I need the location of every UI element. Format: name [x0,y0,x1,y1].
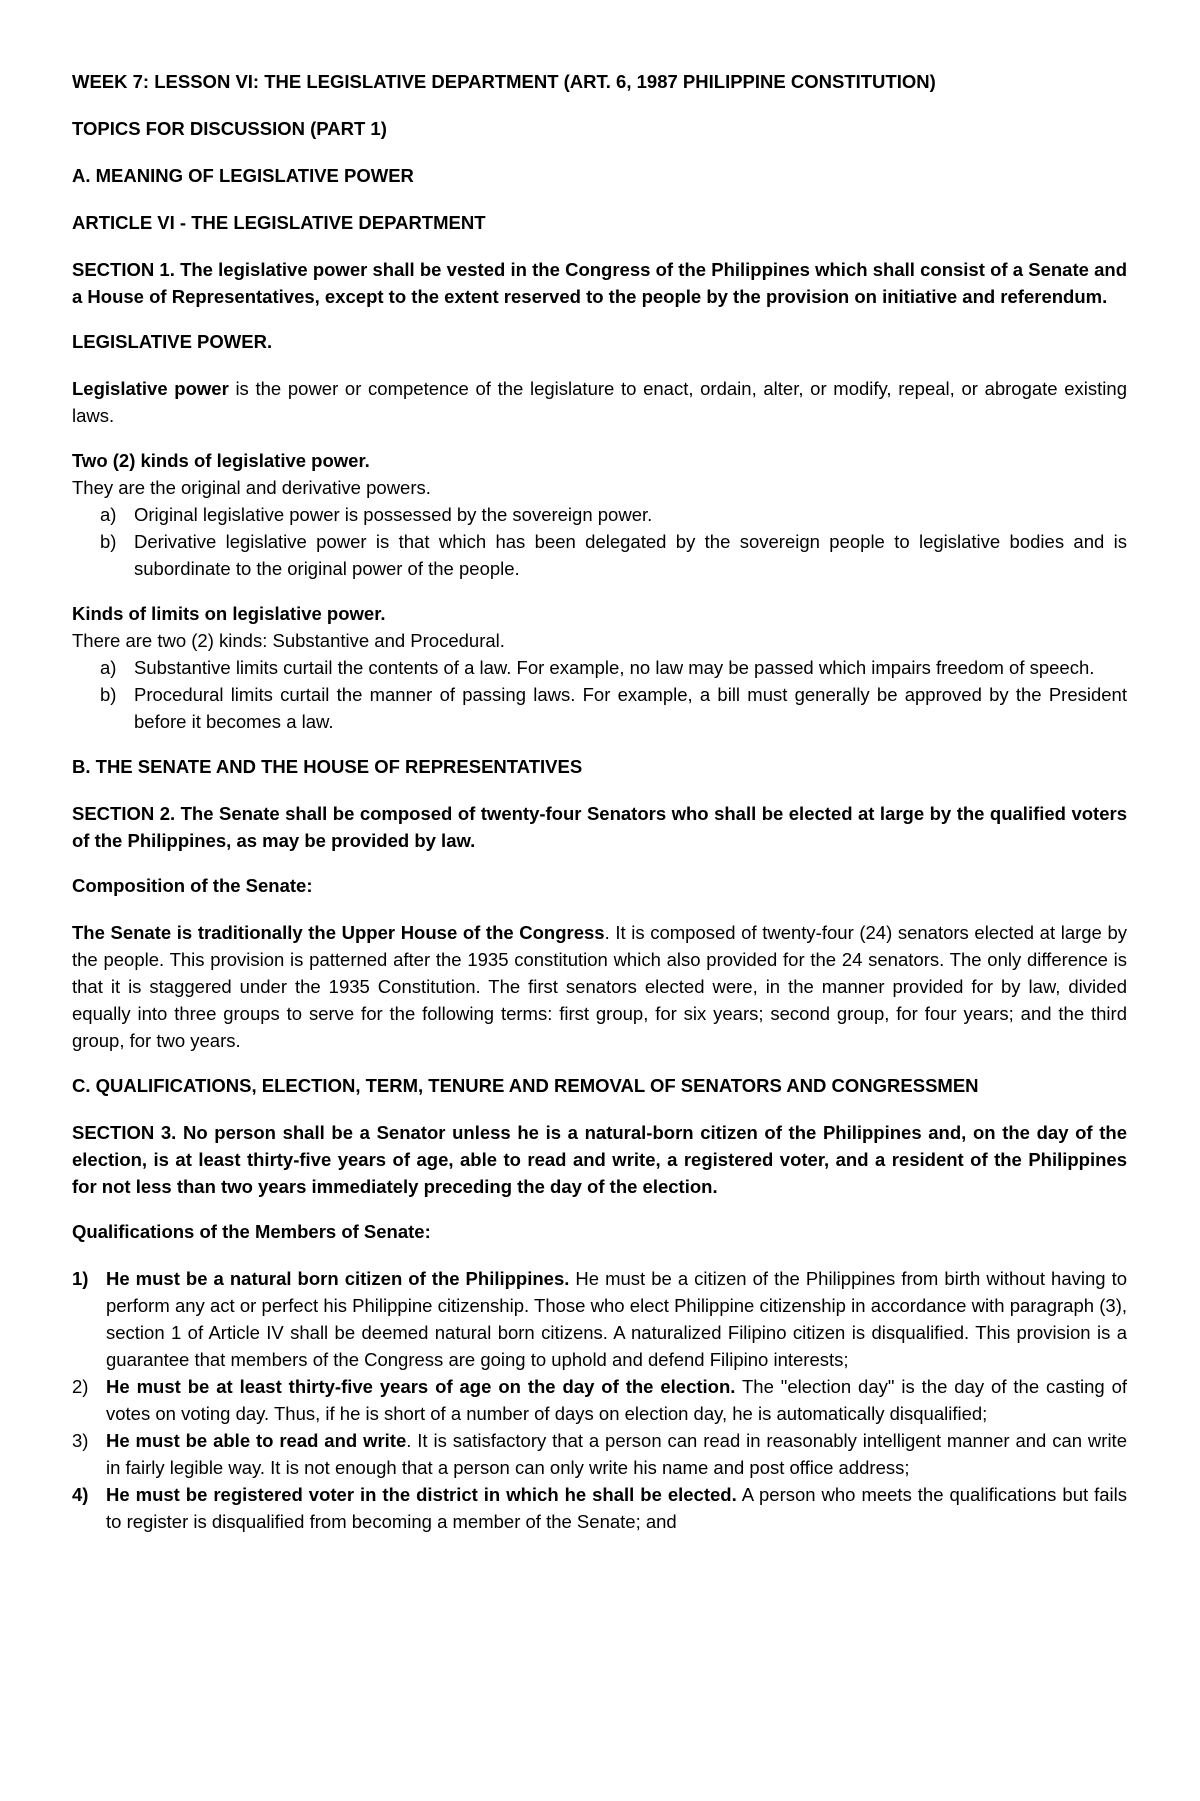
list-item [72,654,1127,681]
senate-lead: The Senate is traditionally the Upper House of the Congress [72,922,605,943]
limits-block [72,600,1127,735]
limits-heading: Kinds of limits on legislative power. [72,603,386,624]
page-title: WEEK 7: LESSON VI: THE LEGISLATIVE DEPARTMENT (ART. 6, 1987 PHILIPPINE CONSTITUTION) [72,71,936,92]
senate-paragraph [72,919,1127,1054]
qualification-text: A person who meets the qualifications but fails to register is disqualified from becoming a member of the Senate; and [106,1484,1127,1532]
list-item-text: Derivative legislative power is that which has been delegated by the sovereign people to legislative bodies and is subordinate to the original power of the people. [134,531,1127,579]
two-kinds-intro: They are the original and derivative powers. [72,477,431,498]
section-3-text: SECTION 3. No person shall be a Senator unless he is a natural-born citizen of the Philippines and, on the day of the election, is at least thirty-five years of age, able to read and write, a registered voter, and a resident of the Philippines for not less than two years immediately preceding the day of the election. [72,1122,1127,1197]
qualification-lead: He must be at least thirty-five years of age on the day of the election. [106,1376,736,1397]
qualifications-heading: Qualifications of the Members of Senate: [72,1221,431,1242]
composition-heading: Composition of the Senate: [72,875,313,896]
list-marker: 4) [72,1484,89,1505]
qualification-text: . It is satisfactory that a person can read in reasonably intelligent manner and can write in fairly legible way. It is not enough that a person can only write his name and post office address; [106,1430,1127,1478]
heading-c: C. QUALIFICATIONS, ELECTION, TERM, TENURE AND REMOVAL OF SENATORS AND CONGRESSMEN [72,1075,979,1096]
list-item [72,1265,1127,1373]
list-marker: 3) [72,1430,89,1451]
list-marker: b) [100,531,117,552]
two-kinds-heading: Two (2) kinds of legislative power. [72,450,370,471]
definition-term: Legislative power [72,378,229,399]
qualification-text: He must be a citizen of the Philippines from birth without having to perform any act or perfect his Philippine citizenship. Those who elect Philippine citizenship in accordance with paragraph (3), section 1 of Article IV shall be deemed natural born citizens. A naturalized Filipino citizen is disqualified. This provision is a guarantee that members of the Congress are going to uphold and defend Filipino interests; [106,1268,1127,1370]
heading-a: A. MEANING OF LEGISLATIVE POWER [72,165,414,186]
list-item [72,1481,1127,1535]
qualification-lead: He must be registered voter in the district in which he shall be elected. [106,1484,737,1505]
qualification-text: The "election day" is the day of the casting of votes on voting day. Thus, if he is short of a number of days on election day, he is automatically disqualified; [106,1376,1127,1424]
article-title: ARTICLE VI - THE LEGISLATIVE DEPARTMENT [72,212,486,233]
list-item-text: Substantive limits curtail the contents of a law. For example, no law may be passed which impairs freedom of speech. [134,657,1095,678]
heading-b: B. THE SENATE AND THE HOUSE OF REPRESENTATIVES [72,756,583,777]
list-item [72,501,1127,528]
list-marker: a) [100,504,117,525]
qualifications-list [72,1265,1127,1535]
definition-text: is the power or competence of the legislature to enact, ordain, alter, or modify, repeal, or abrogate existing laws. [72,378,1127,426]
list-item [72,1373,1127,1427]
list-item [72,681,1127,735]
list-item-text: Original legislative power is possessed by the sovereign power. [134,504,653,525]
list-item [72,528,1127,582]
list-marker: a) [100,657,117,678]
list-marker: b) [100,684,117,705]
list-item [72,1427,1127,1481]
legislative-power-heading: LEGISLATIVE POWER. [72,331,273,352]
legislative-power-definition [72,375,1127,429]
list-item-text: Procedural limits curtail the manner of passing laws. For example, a bill must generally be approved by the President before it becomes a law. [134,684,1127,732]
qualification-lead: He must be able to read and write [106,1430,407,1451]
list-marker: 1) [72,1268,89,1289]
document-content [72,68,1127,1535]
two-kinds-block [72,447,1127,582]
limits-list [72,654,1127,735]
qualification-lead: He must be a natural born citizen of the Philippines. [106,1268,570,1289]
two-kinds-list [72,501,1127,582]
section-1-text: SECTION 1. The legislative power shall be vested in the Congress of the Philippines which shall consist of a Senate and a House of Representatives, except to the extent reserved to the people by the provision on initiative and referendum. [72,259,1127,307]
limits-intro: There are two (2) kinds: Substantive and Procedural. [72,630,505,651]
section-2-text: SECTION 2. The Senate shall be composed of twenty-four Senators who shall be elected at large by the qualified voters of the Philippines, as may be provided by law. [72,803,1127,851]
topics-heading: TOPICS FOR DISCUSSION (PART 1) [72,118,387,139]
senate-text: . It is composed of twenty-four (24) senators elected at large by the people. This provision is patterned after the 1935 constitution which also provided for the 24 senators. The only difference is that it is staggered under the 1935 Constitution. The first senators elected were, in the manner provided for by law, divided equally into three groups to serve for the following terms: first group, for six years; second group, for four years; and the third group, for two years. [72,922,1127,1051]
list-marker: 2) [72,1376,89,1397]
